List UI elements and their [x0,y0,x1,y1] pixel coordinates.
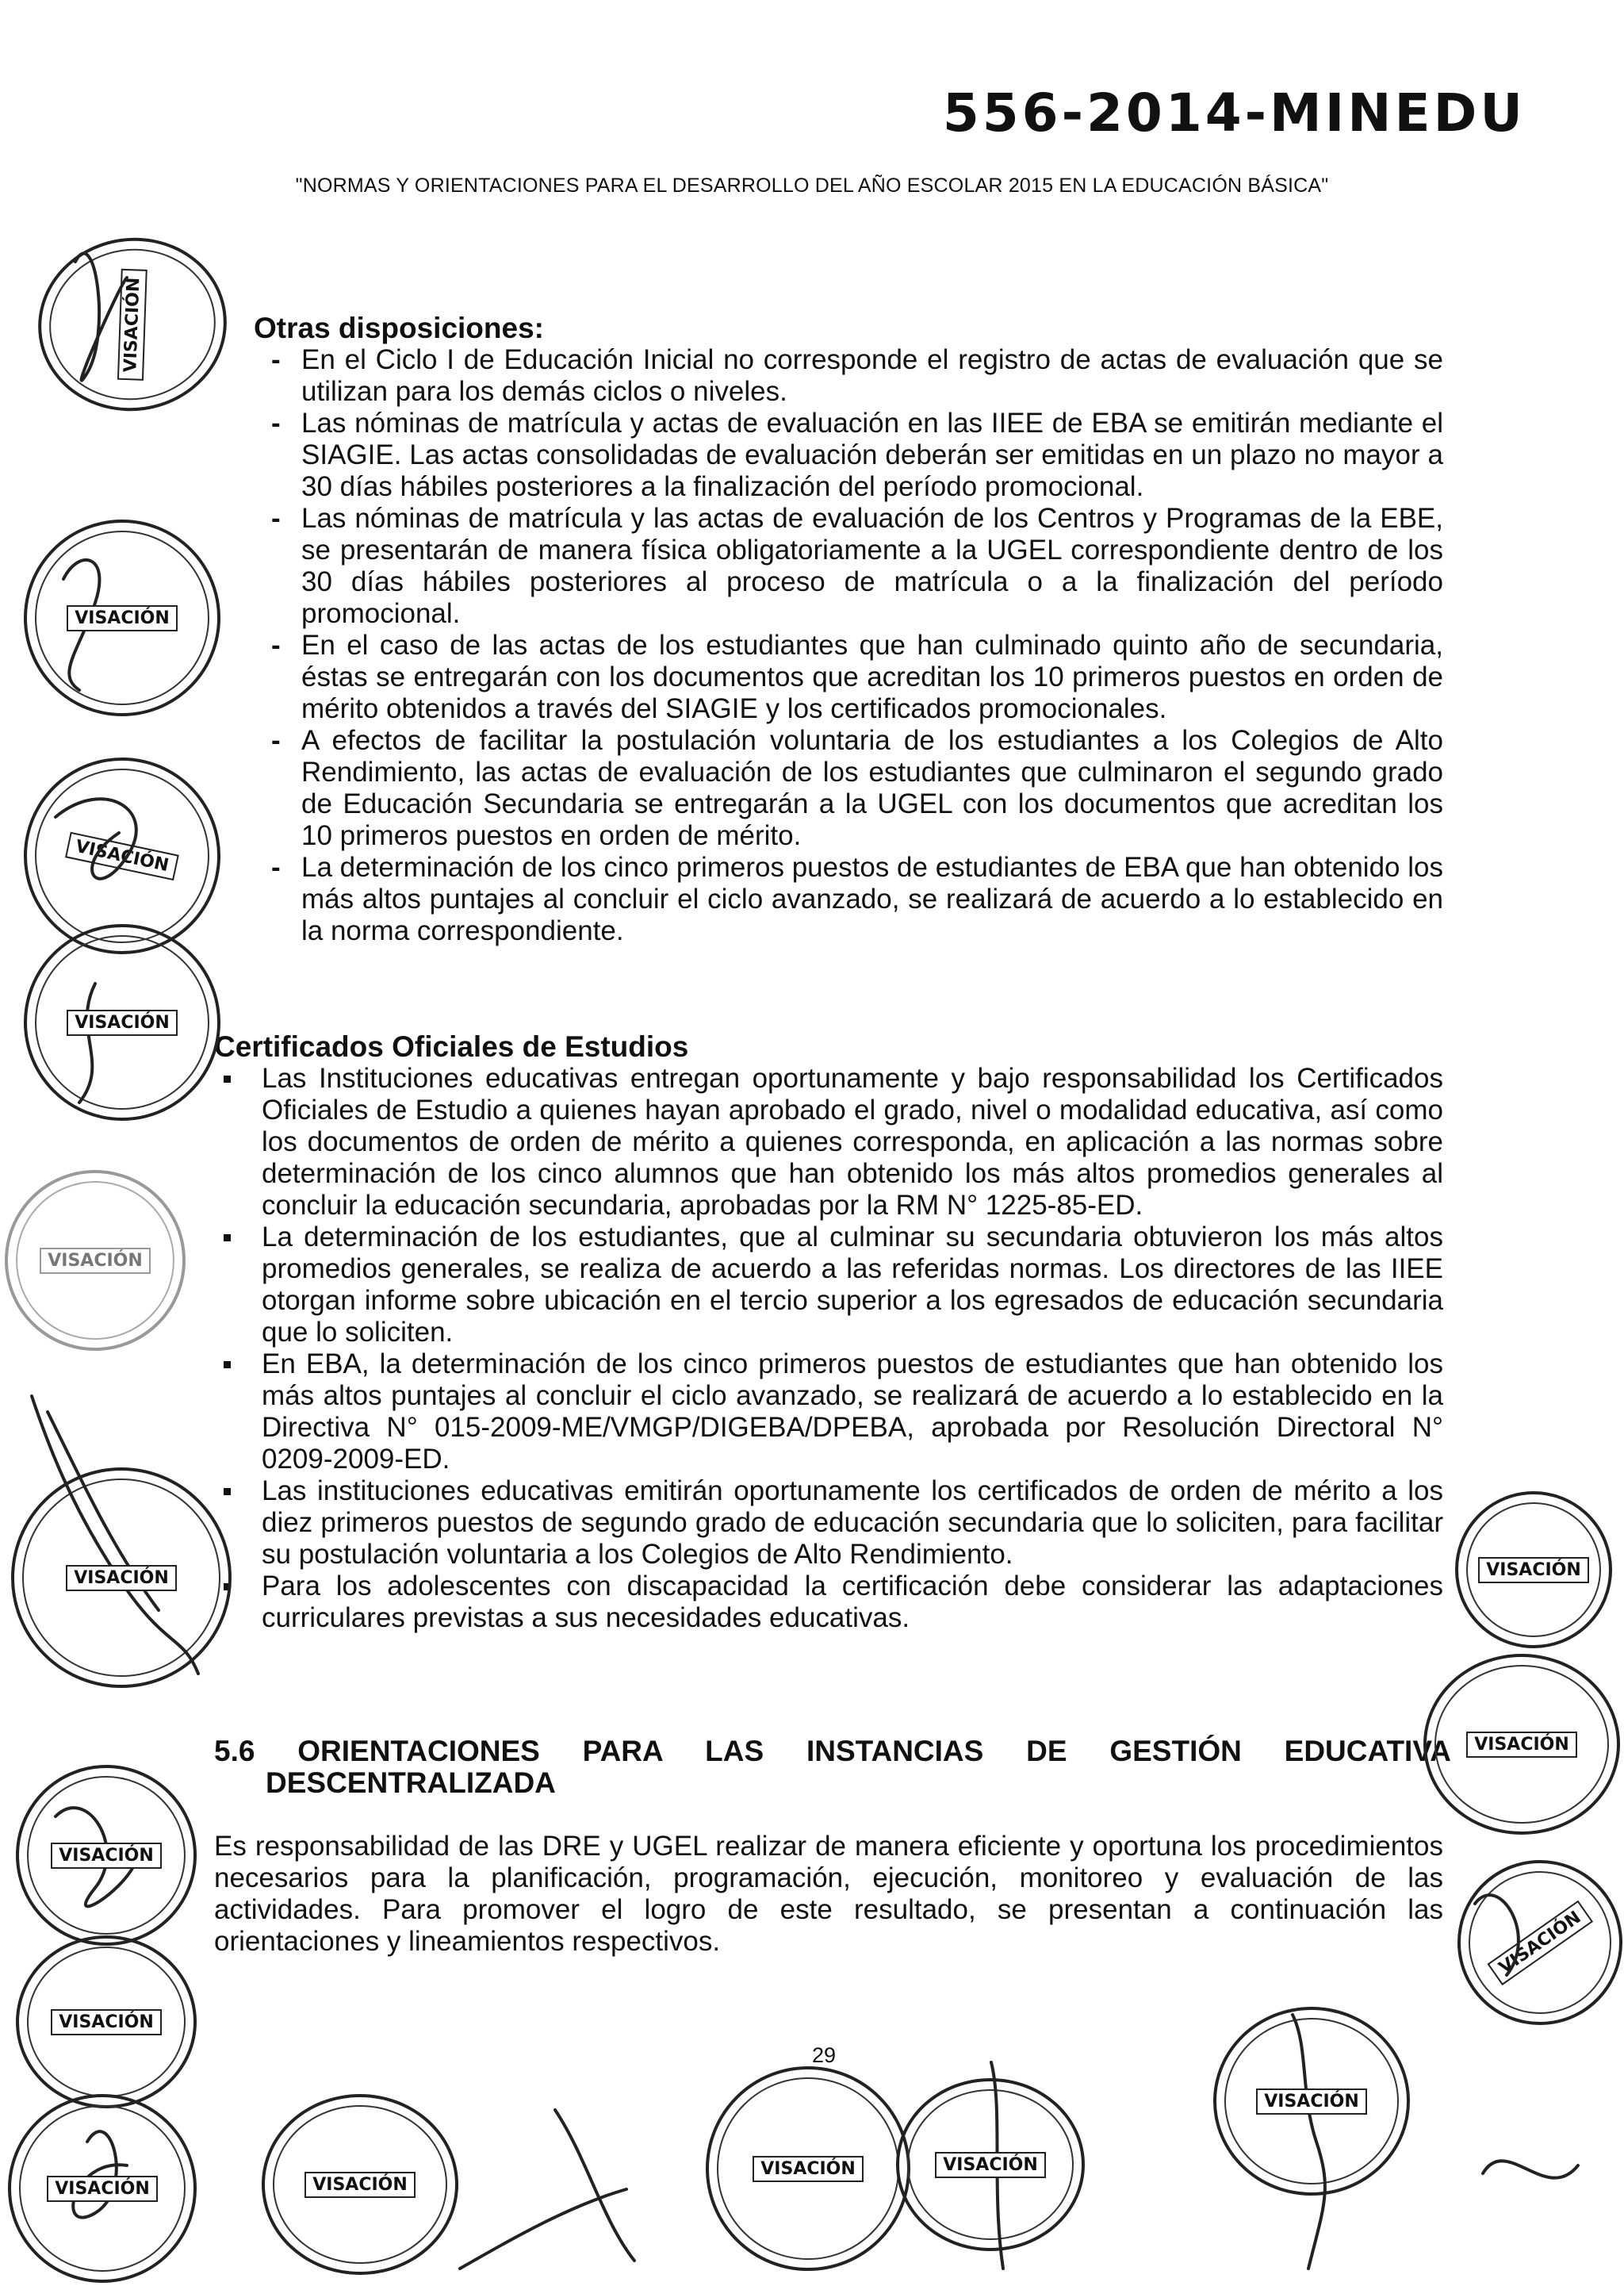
stamp-label: VISACIÓN [1256,2088,1367,2115]
list-item: En EBA, la determinación de los cinco primeros puestos de estudiantes que han obtenido los más altos puntajes al concluir el ciclo avanzado, se realizará de acuerdo a lo establecido en la Directiva N° 015-2009-ME/VMGP/DIGEBA/DPEBA, aprobada por Resolución Directoral N° 0209-2009-ED. [214,1348,1443,1475]
list-item: - Las nóminas de matrícula y actas de evaluación en las IIEE de EBA se emitirán mediante el SIAGIE. Las actas consolidadas de evaluación deberán ser emitidas en un plazo no mayor a 30 días hábiles posteriores a la finalización del período promocional. [254,408,1443,503]
visacion-stamp [1213,2007,1410,2196]
stamp-label: VISACIÓN [935,2152,1046,2178]
stamp-label: VISACIÓN [51,1843,162,1869]
visacion-stamp [5,1170,186,1351]
list-item: Las instituciones educativas emitirán oportunamente los certificados de orden de mérito a los diez primeros puestos de segundo grado de educación secundaria que lo soliciten, para facilitar su postulación voluntaria a los Colegios de Alto Rendimiento. [214,1475,1443,1571]
stamp-label: VISACIÓN [1478,1557,1589,1583]
document-header-title: "NORMAS Y ORIENTACIONES PARA EL DESARROLLO DEL AÑO ESCOLAR 2015 EN LA EDUCACIÓN BÁSICA" [295,175,1329,197]
list-item: La determinación de los estudiantes, que al culminar su secundaria obtuvieron los más altos promedios generales, se realiza de acuerdo a las referidas normas. Los directores de las IIEE otorgan informe sobre ubicación en el tercio superior a los egresados de educación secundaria que lo soliciten. [214,1222,1443,1348]
visacion-stamp [8,2094,197,2283]
visacion-stamp [896,2078,1085,2251]
list-item: Para los adolescentes con discapacidad la certificación debe considerar las adaptaciones curriculares previstas a sus necesidades educativas. [214,1571,1443,1634]
signature-stroke [460,2189,626,2269]
section-5-6-heading: 5.6 ORIENTACIONES PARA LAS INSTANCIAS DE GESTIÓN EDUCATIVA [214,1735,1451,1767]
visacion-stamp [27,225,238,423]
visacion-stamp [1425,1828,1624,2058]
visacion-stamp [16,1935,197,2108]
visacion-stamp [24,520,220,716]
otras-disposiciones-section [214,313,1443,947]
visacion-stamp [262,2094,458,2275]
stamp-label: VISACIÓN [66,1565,177,1591]
stamp-label: VISACIÓN [304,2172,416,2198]
section-5-6-paragraph: Es responsabilidad de las DRE y UGEL realizar de manera eficiente y oportuna los procedimientos necesarios para la planificación, programación, ejecución, monitoreo y evaluación de las actividades. Para promover el logro de este resultado, se presentan a continuación las orientaciones y lineamientos respectivos. [214,1831,1443,1957]
list-item: - La determinación de los cinco primeros puestos de estudiantes de EBA que han obtenido los más altos puntajes al concluir el ciclo avanzado, se realizará de acuerdo a lo establecido en la norma correspondiente. [254,852,1443,947]
section-5-6-heading-cont: DESCENTRALIZADA [266,1766,556,1799]
stamp-label: VISACIÓN [67,605,178,631]
page-number: 29 [812,2043,837,2067]
stamp-label: VISACIÓN [47,2176,158,2202]
certificados-heading: Certificados Oficiales de Estudios [214,1030,689,1063]
list-item: - En el caso de las actas de los estudiantes que han culminado quinto año de secundaria, éstas se entregarán con los documentos que acreditan los 10 primeros puestos en orden de mérito obtenidos a través del SIAGIE y los certificados promocionales. [254,630,1443,725]
visacion-stamp [706,2066,910,2271]
visacion-stamp [1423,1654,1620,1835]
stamp-label: VISACIÓN [1466,1732,1577,1758]
document-number: 556-2014-MINEDU [942,82,1526,144]
stamp-label: VISACIÓN [40,1248,151,1274]
signature-stroke [1483,2161,1578,2177]
certificados-list [214,1063,1443,1634]
list-item: - En el Ciclo I de Educación Inicial no corresponde el registro de actas de evaluación que se utilizan para los demás ciclos o niveles. [254,344,1443,408]
stamp-label: VISACIÓN [117,269,147,381]
certificados-section [214,1031,1443,1634]
visacion-stamp [11,1467,232,1688]
list-item: - A efectos de facilitar la postulación voluntaria de los estudiantes a los Colegios de Alto Rendimiento, las actas de evaluación de los estudiantes que culminaron el segundo grado de Educación Secundaria se entregarán a la UGEL con los documentos que acreditan los 10 primeros puestos en orden de mérito. [254,725,1443,852]
stamp-label: VISACIÓN [65,831,178,880]
signature-stroke [555,2110,634,2261]
stamp-label: VISACIÓN [1487,1900,1592,1985]
visacion-stamp [16,1765,197,1946]
otras-list [254,344,1443,947]
list-item: Las Instituciones educativas entregan oportunamente y bajo responsabilidad los Certificados Oficiales de Estudio a quienes hayan aprobado el grado, nivel o modalidad educativa, así como los documentos de orden de mérito a quienes corresponda, en aplicación a las normas sobre determinación de los cinco alumnos que han obtenido los más altos promedios generales al concluir la educación secundaria, aprobadas por la RM N° 1225-85-ED. [214,1063,1443,1222]
list-item: - Las nóminas de matrícula y las actas de evaluación de los Centros y Programas de la EBE, se presentarán de manera física obligatoriamente a la UGEL correspondiente dentro de los 30 días hábiles posteriores al proceso de matrícula o a la finalización del período promocional. [254,503,1443,630]
visacion-stamp [1455,1491,1612,1648]
section-5-6 [214,1735,1451,1958]
visacion-stamp [24,924,220,1121]
stamp-label: VISACIÓN [753,2156,864,2182]
otras-heading: Otras disposiciones: [254,312,544,344]
stamp-label: VISACIÓN [67,1010,178,1036]
stamp-label: VISACIÓN [51,2009,162,2035]
